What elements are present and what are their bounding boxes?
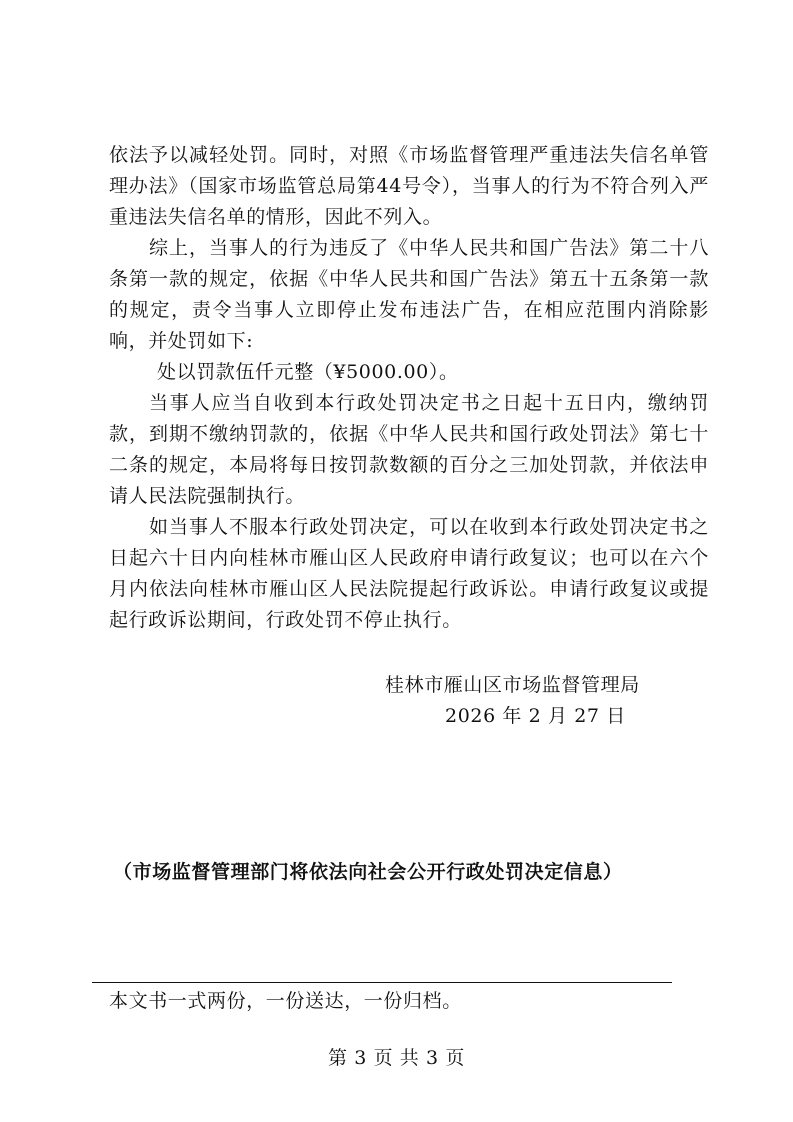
paragraph-credit-list: 依法予以减轻处罚。同时，对照《市场监督管理严重违法失信名单管理办法》（国家市场监管总局第44号令），当事人的行为不符合列入严重违法失信名单的情形，因此不列入。 [109, 144, 709, 228]
issue-date: 2026 年 2 月 27 日 [445, 705, 626, 727]
issuing-organization: 桂林市雁山区市场监督管理局 [385, 674, 640, 696]
paragraph-penalty: 处以罚款伍仟元整（¥5000.00）。 [157, 361, 459, 383]
page-number: 第 3 页 共 3 页 [328, 1047, 465, 1069]
document-body [109, 140, 709, 636]
copies-note: 本文书一式两份，一份送达，一份归档。 [109, 990, 462, 1012]
footer-divider [92, 982, 672, 983]
paragraph-conclusion: 综上，当事人的行为违反了《中华人民共和国广告法》第二十八条第一款的规定，依据《中华人民共和国广告法》第五十五条第一款的规定，责令当事人立即停止发布违法广告，在相应范围内消除影响，并处罚如下: [109, 237, 709, 352]
public-disclosure-notice: （市场监督管理部门将依法向社会公开行政处罚决定信息） [113, 861, 623, 883]
paragraph-payment: 当事人应当自收到本行政处罚决定书之日起十五日内，缴纳罚款，到期不缴纳罚款的，依据《中华人民共和国行政处罚法》第七十二条的规定，本局将每日按罚款数额的百分之三加处罚款，并依法申请人民法院强制执行。 [109, 392, 709, 507]
paragraph-appeal: 如当事人不服本行政处罚决定，可以在收到本行政处罚决定书之日起六十日内向桂林市雁山区人民政府申请行政复议；也可以在六个月内依法向桂林市雁山区人民法院提起行政诉讼。申请行政复议或提起行政诉讼期间，行政处罚不停止执行。 [109, 516, 709, 631]
